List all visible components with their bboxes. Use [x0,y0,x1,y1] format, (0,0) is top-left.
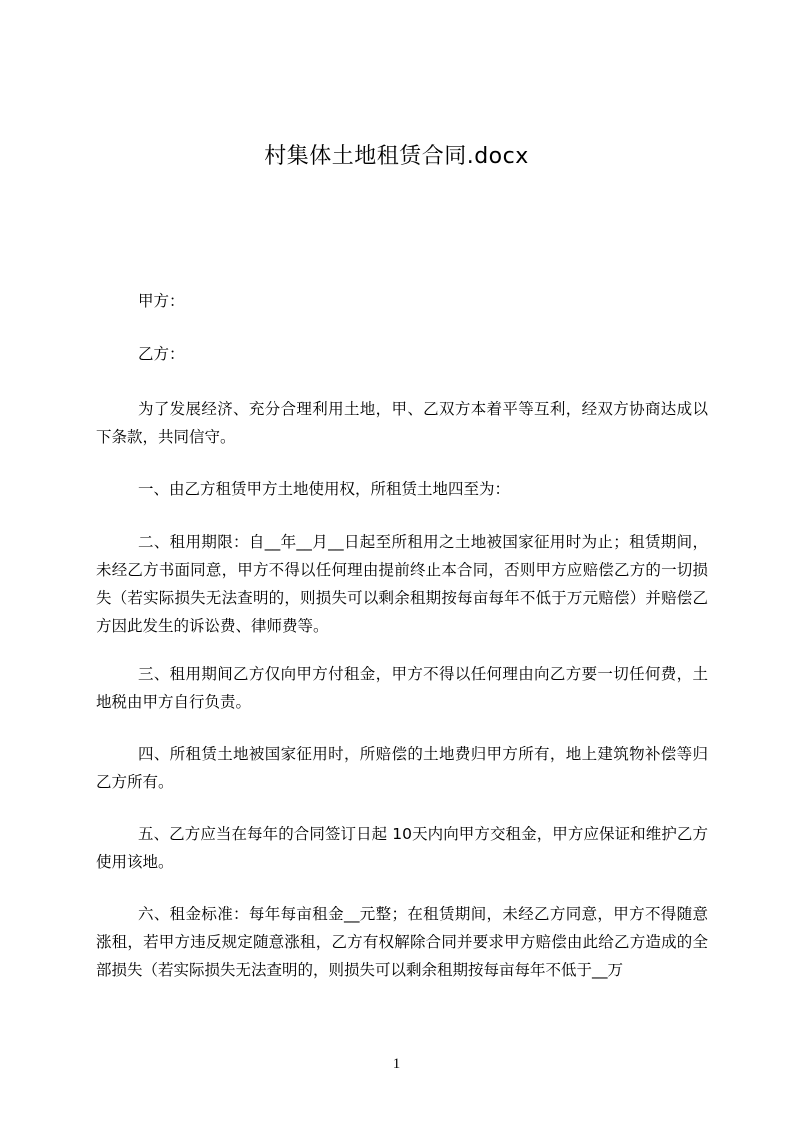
clause-6-paragraph: 六、租金标准：每年每亩租金__元整；在租赁期间，未经乙方同意，甲方不得随意涨租，若甲方违反规定随意涨租，乙方有权解除合同并要求甲方赔偿由此给乙方造成的全部损失（若实际损失无法查明的，则损失可以剩余租期按每亩每年不低于__万 [96,905,708,979]
preamble-paragraph: 为了发展经济、充分合理利用土地，甲、乙双方本着平等互利，经双方协商达成以下条款，共同信守。 [96,400,708,446]
document-title: 村集体土地租赁合同.docx [264,144,529,169]
clause-5-paragraph: 五、乙方应当在每年的合同签订日起 10天内向甲方交租金，甲方应保证和维护乙方使用该地。 [96,825,708,871]
clause-3-paragraph: 三、租用期间乙方仅向甲方付租金，甲方不得以任何理由向乙方要一切任何费，土地税由甲方自行负责。 [96,665,708,711]
party-b-line: 乙方： [138,345,185,363]
clause-1-paragraph: 一、由乙方租赁甲方土地使用权，所租赁土地四至为： [138,480,511,498]
clause-4-paragraph: 四、所租赁土地被国家征用时，所赔偿的土地费归甲方所有，地上建筑物补偿等归乙方所有。 [96,745,708,791]
page-number: 1 [392,1056,401,1072]
clause-2-paragraph: 二、租用期限：自__年__月__日起至所租用之土地被国家征用时为止；租赁期间，未经乙方书面同意，甲方不得以任何理由提前终止本合同，否则甲方应赔偿乙方的一切损失（若实际损失无法查明的，则损失可以剩余租期按每亩每年不低于万元赔偿）并赔偿乙方因此发生的诉讼费、律师费等。 [96,533,708,635]
party-a-line: 甲方： [138,292,185,310]
